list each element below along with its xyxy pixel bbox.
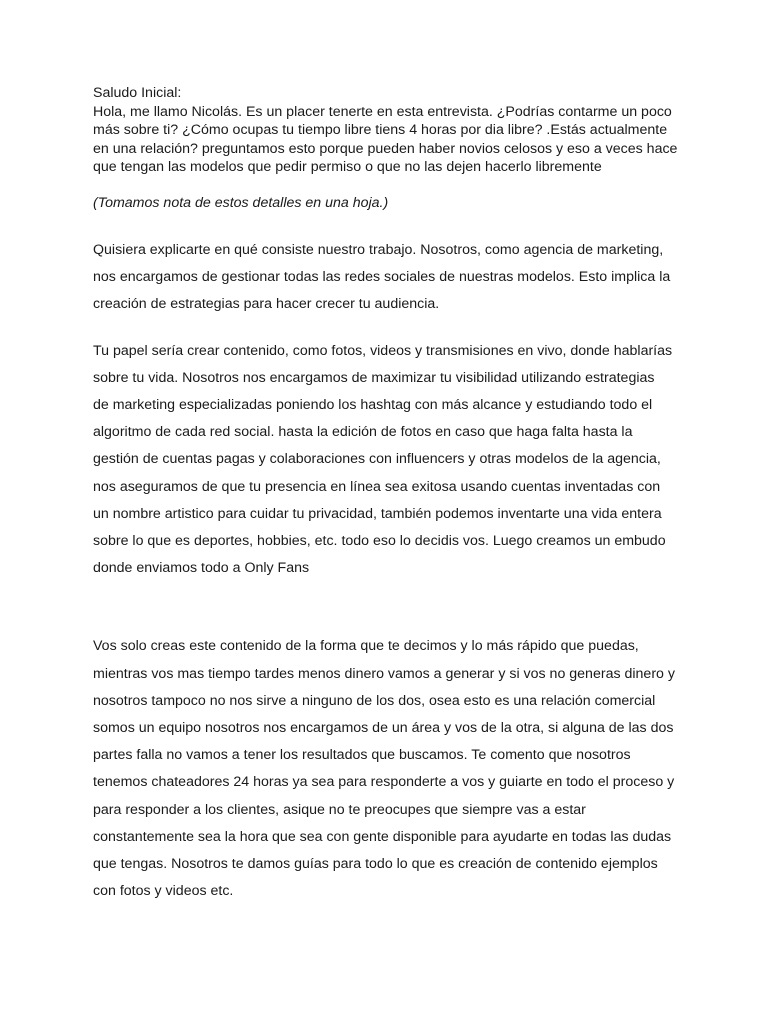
paragraph-line: sobre lo que es deportes, hobbies, etc. todo eso lo decidis vos. Luego creamos un embudo xyxy=(93,533,666,550)
paragraph-line: un nombre artistico para cuidar tu privacidad, también podemos inventarte una vida entera xyxy=(93,505,662,522)
paragraph-role xyxy=(93,338,683,583)
paragraph-line: Quisiera explicarte en qué consiste nuestro trabajo. Nosotros, como agencia de marketing, xyxy=(93,242,664,258)
paragraph-line: algoritmo de cada red social. hasta la edición de fotos en caso que haga falta hasta la xyxy=(93,424,633,441)
greeting-line: que tengan las modelos que pedir permiso o que no las dejen hacerlo libremente xyxy=(93,159,602,175)
paragraph-line: sobre tu vida. Nosotros nos encargamos de maximizar tu visibilidad utilizando estrategias xyxy=(93,369,655,386)
paragraph-line: gestión de cuentas pagas y colaboraciones con influencers y otras modelos de la agencia, xyxy=(93,451,661,468)
paragraph-line: somos un equipo nosotros nos encargamos de un área y vos de la otra, si alguna de las dos xyxy=(93,720,674,737)
paragraph-commitment xyxy=(93,633,683,905)
paragraph-line: nos encargamos de gestionar todas las redes sociales de nuestras modelos. Esto implica la xyxy=(93,269,671,286)
greeting-section xyxy=(93,84,683,177)
paragraph-line: mientras vos mas tiempo tardes menos dinero vamos a generar y si vos no generas dinero y xyxy=(93,665,675,682)
paragraph-line: que tengas. Nosotros te damos guías para todo lo que es creación de contenido ejemplos xyxy=(93,856,658,873)
paragraph-line: partes falla no vamos a tener los resultados que buscamos. Te comento que nosotros xyxy=(93,747,631,764)
note-text: (Tomamos nota de estos detalles en una hoja.) xyxy=(93,194,389,211)
paragraph-line: nosotros tampoco no nos sirve a ninguno de los dos, osea esto es una relación comercial xyxy=(93,692,656,709)
paragraph-line: nos aseguramos de que tu presencia en línea sea exitosa usando cuentas inventadas con xyxy=(93,478,661,495)
greeting-line: Hola, me llamo Nicolás. Es un placer tenerte en esta entrevista. ¿Podrías contarme un poco xyxy=(93,103,672,120)
paragraph-line: para responder a los clientes, asique no te preocupes que siempre vas a estar xyxy=(93,801,586,818)
greeting-line: más sobre ti? ¿Cómo ocupas tu tiempo libre tiens 4 horas por dia libre? .Estás actualmente xyxy=(93,122,668,138)
paragraph-line: Vos solo creas este contenido de la forma que te decimos y lo más rápido que puedas, xyxy=(93,638,639,655)
paragraph-line: donde enviamos todo a Only Fans xyxy=(93,560,310,577)
paragraph-line: tenemos chateadores 24 horas ya sea para responderte a vos y guiarte en todo el proceso y xyxy=(93,774,675,791)
paragraph-line: Tu papel sería crear contenido, como fotos, videos y transmisiones en vivo, donde hablarías xyxy=(93,342,673,359)
greeting-line: en una relación? preguntamos esto porque pueden haber novios celosos y eso a veces hace xyxy=(93,140,678,157)
greeting-heading: Saludo Inicial: xyxy=(93,85,182,101)
paragraph-line: constantemente sea la hora que sea con gente disponible para ayudarte en todas las dudas xyxy=(93,828,672,845)
paragraph-explanation xyxy=(93,237,683,319)
paragraph-line: de marketing especializadas poniendo los hashtag con más alcance y estudiando todo el xyxy=(93,397,653,414)
document-page xyxy=(93,84,683,905)
paragraph-line: con fotos y videos etc. xyxy=(93,883,234,900)
paragraph-line: creación de estrategias para hacer crecer tu audiencia. xyxy=(93,296,440,313)
